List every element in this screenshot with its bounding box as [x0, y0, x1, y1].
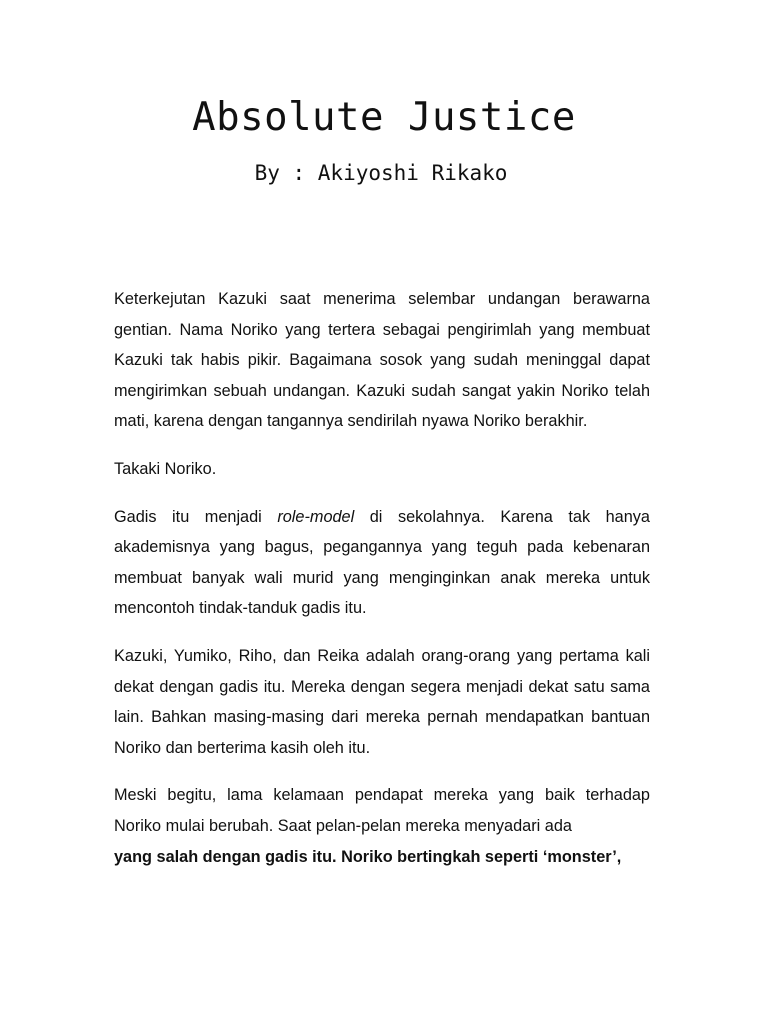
- paragraph-5: Meski begitu, lama kelamaan pendapat mereka yang baik terhadap Noriko mulai berubah. Saat pelan-pelan mereka menyadari ada: [114, 786, 650, 835]
- paragraph-3: [114, 502, 650, 624]
- paragraph-5-bold-line: yang salah dengan gadis itu. Noriko bertingkah seperti ‘monster’,: [114, 847, 622, 866]
- paragraph-4: Kazuki, Yumiko, Riho, dan Reika adalah orang-orang yang pertama kali dekat dengan gadis itu. Mereka dengan segera menjadi dekat satu sama lain. Bahkan masing-masing dari mereka pernah mendapatkan bantuan Noriko dan berterima kasih oleh itu.: [114, 646, 650, 757]
- paragraph-3-italic-term: role-model: [277, 507, 355, 526]
- document-title: Absolute Justice: [192, 95, 576, 140]
- paragraph-1: Keterkejutan Kazuki saat menerima selembar undangan berawarna gentian. Nama Noriko yang tertera sebagai pengirimlah yang membuat Kazuki tak habis pikir. Bagaimana sosok yang sudah meninggal dapat mengirimkan sebuah undangan. Kazuki sudah sangat yakin Noriko telah mati, karena dengan tangannya sendirilah nyawa Noriko berakhir.: [114, 290, 650, 431]
- author-line: By : Akiyoshi Rikako: [254, 161, 508, 185]
- paragraph-2: Takaki Noriko.: [114, 459, 217, 478]
- paragraph-3-text-start: Gadis itu menjadi: [114, 507, 278, 526]
- document-body: [114, 284, 650, 889]
- paragraph-3-text-end: di sekolahnya. Karena tak hanya akademisnya yang bagus, pegangannya yang teguh pada kebenaran membuat banyak wali murid yang menginginkan anak mereka untuk mencontoh tindak-tanduk gadis itu.: [114, 507, 650, 618]
